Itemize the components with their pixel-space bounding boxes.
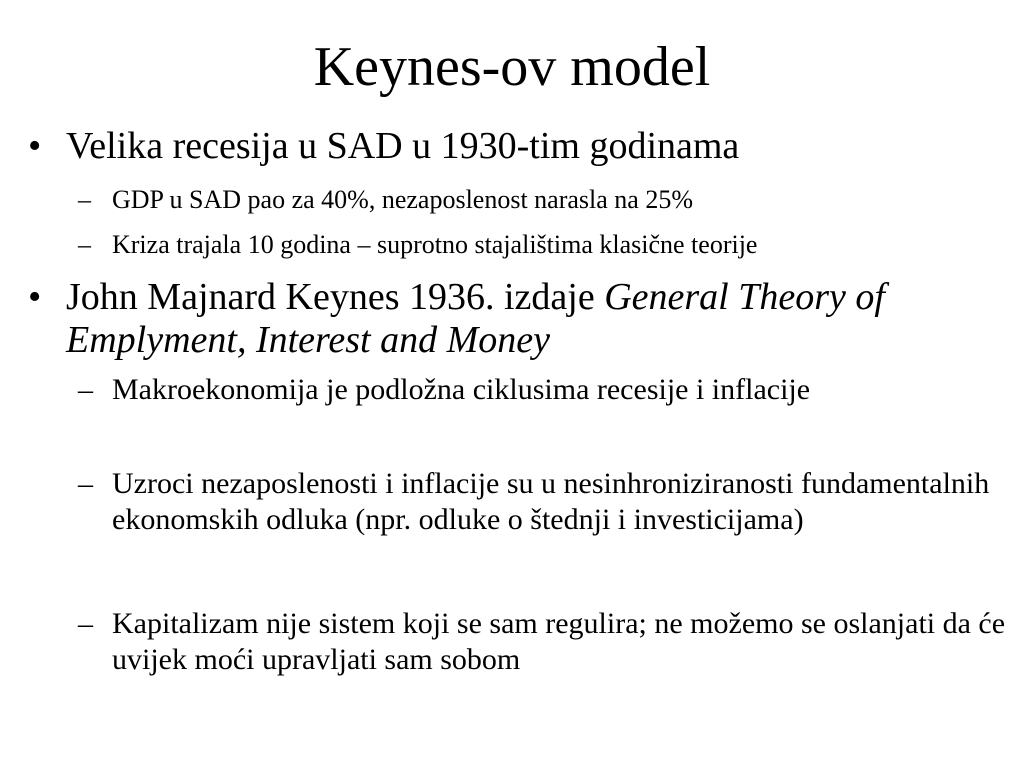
bullet-item [28,276,1008,362]
sub-bullet-item [78,372,1018,408]
sub-bullet-item [78,606,1018,678]
bullet-item [28,125,1008,168]
sub-bullet-text: Uzroci nezaposlenosti i inflacije su u nesinhroniziranosti fundamentalnih ekonomskih odluka (npr. odluke o štednji i investicijama) [112,467,990,536]
slide-title: Keynes-ov model [313,36,711,98]
sub-bullet-item [78,184,693,216]
dash-icon: – [78,373,93,406]
bullet-dot-icon: • [28,125,42,167]
sub-bullet-text: Kriza trajala 10 godina – suprotno stajalištima klasične teorije [112,230,758,259]
book-title: General Theory of Emplyment, Interest and Money [66,276,885,361]
dash-icon: – [78,607,93,640]
dash-icon: – [78,467,93,500]
bullet-text-plain: John Majnard Keynes 1936. izdaje [66,276,605,318]
sub-bullet-item [78,229,757,261]
dash-icon: – [78,230,91,259]
dash-icon: – [78,185,91,214]
bullet-dot-icon: • [28,276,42,318]
sub-bullet-text: GDP u SAD pao za 40%, nezaposlenost narasla na 25% [112,185,694,214]
sub-bullet-item [78,466,1018,538]
sub-bullet-text: Kapitalizam nije sistem koji se sam regulira; ne možemo se oslanjati da će uvijek moći upravljati sam sobom [112,607,1006,676]
bullet-text: Velika recesija u SAD u 1930-tim godinama [66,125,740,167]
sub-bullet-text: Makroekonomija je podložna ciklusima recesije i inflacije [112,373,811,406]
bullet-text [28,276,1008,362]
